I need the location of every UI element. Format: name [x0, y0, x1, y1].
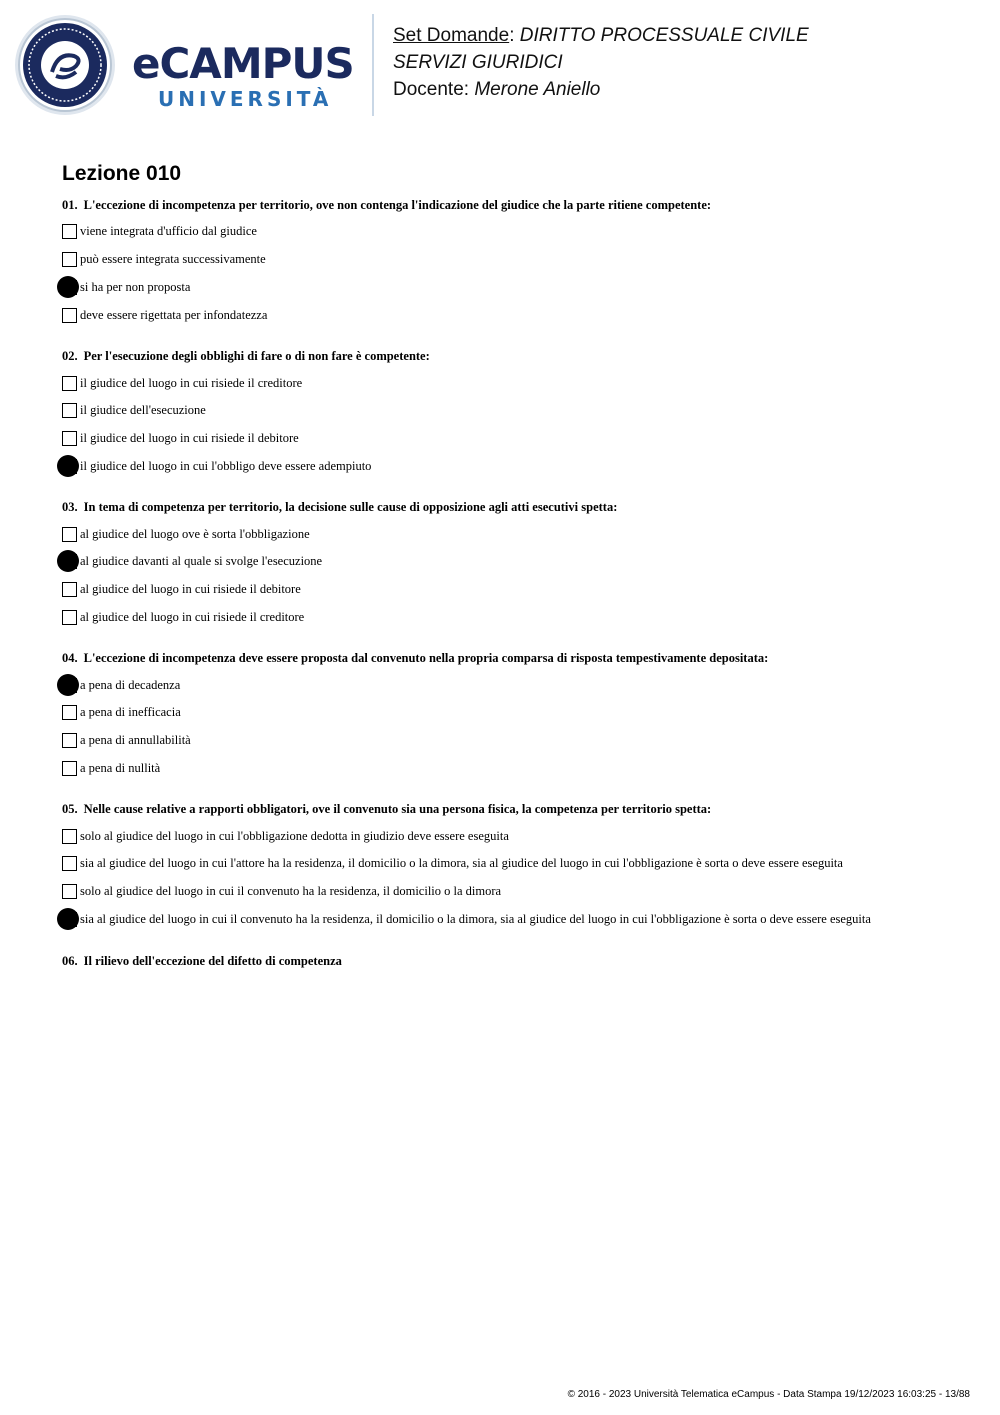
question-number: 05.: [62, 802, 78, 816]
checkbox-icon[interactable]: [62, 705, 77, 720]
checkbox-icon[interactable]: [62, 884, 77, 899]
option-text: al giudice del luogo in cui risiede il debitore: [80, 582, 301, 596]
question-06: [62, 954, 342, 969]
page-header: [0, 0, 1000, 130]
question-05: [62, 802, 711, 817]
question-02: [62, 349, 430, 364]
logo-subtext: UNIVERSITÀ: [158, 87, 333, 111]
selected-answer-dot-icon: [57, 674, 79, 696]
checkbox-icon[interactable]: [62, 829, 77, 844]
page-footer: © 2016 - 2023 Università Telematica eCampus - Data Stampa 19/12/2023 16:03:25 - 13/88: [567, 1389, 970, 1400]
checkbox-icon[interactable]: [62, 376, 77, 391]
selected-answer-dot-icon: [57, 455, 79, 477]
selected-answer-dot-icon: [57, 550, 79, 572]
teacher-name: Merone Aniello: [474, 79, 601, 100]
question-text: L'eccezione di incompetenza deve essere proposta dal convenuto nella propria comparsa di risposta tempestivamente depositata:: [83, 651, 769, 665]
checkbox-icon[interactable]: [62, 224, 77, 239]
option-text: il giudice del luogo in cui risiede il debitore: [80, 431, 299, 445]
selected-answer-dot-icon: [57, 908, 79, 930]
option-text: a pena di nullità: [80, 761, 161, 775]
question-number: 06.: [62, 954, 78, 968]
question-text: Nelle cause relative a rapporti obbligatori, ove il convenuto sia una persona fisica, la competenza per territorio spetta:: [83, 802, 712, 816]
teacher-label: Docente:: [393, 79, 475, 100]
option-text: a pena di annullabilità: [80, 733, 191, 747]
option-text: si ha per non proposta: [80, 280, 191, 294]
university-seal-icon: [14, 14, 116, 116]
teacher-line: [393, 76, 809, 103]
program-line: [393, 49, 809, 76]
checkbox-icon[interactable]: [62, 252, 77, 267]
option-text: al giudice del luogo ove è sorta l'obbligazione: [80, 527, 310, 541]
option-text: il giudice del luogo in cui risiede il creditore: [80, 376, 303, 390]
option-text: sia al giudice del luogo in cui il convenuto ha la residenza, il domicilio o la dimora, sia al giudice del luogo in cui l'obbligazione è sorta o deve essere eseguita: [80, 912, 871, 926]
checkbox-icon[interactable]: [62, 308, 77, 323]
selected-answer-dot-icon: [57, 276, 79, 298]
question-text: Il rilievo dell'eccezione del difetto di competenza: [83, 954, 342, 968]
option-text: al giudice davanti al quale si svolge l'esecuzione: [80, 554, 323, 568]
question-04: [62, 651, 768, 666]
checkbox-icon[interactable]: [62, 527, 77, 542]
logo-wordmark: eCAMPUS: [132, 39, 354, 88]
option-text: solo al giudice del luogo in cui il convenuto ha la residenza, il domicilio o la dimora: [80, 884, 502, 898]
checkbox-icon[interactable]: [62, 403, 77, 418]
option-text: può essere integrata successivamente: [80, 252, 266, 266]
option-text: deve essere rigettata per infondatezza: [80, 308, 268, 322]
set-label: Set Domande: [393, 25, 510, 46]
course-name: DIRITTO PROCESSUALE CIVILE: [519, 25, 809, 46]
header-divider: [372, 14, 374, 116]
question-number: 01.: [62, 198, 78, 212]
set-info: [393, 22, 809, 103]
option-text: al giudice del luogo in cui risiede il creditore: [80, 610, 305, 624]
question-text: L'eccezione di incompetenza per territorio, ove non contenga l'indicazione del giudice che la parte ritiene competente:: [83, 198, 712, 212]
checkbox-icon[interactable]: [62, 610, 77, 625]
checkbox-icon[interactable]: [62, 431, 77, 446]
option-text: solo al giudice del luogo in cui l'obbligazione dedotta in giudizio deve essere eseguita: [80, 829, 509, 843]
checkbox-icon[interactable]: [62, 856, 77, 871]
option-text: a pena di decadenza: [80, 678, 181, 692]
question-number: 02.: [62, 349, 78, 363]
option-text: il giudice del luogo in cui l'obbligo deve essere adempiuto: [80, 459, 372, 473]
question-number: 03.: [62, 500, 78, 514]
question-text: Per l'esecuzione degli obblighi di fare o di non fare è competente:: [83, 349, 430, 363]
option-text: sia al giudice del luogo in cui l'attore ha la residenza, il domicilio o la dimora, sia al giudice del luogo in cui l'obbligazione è sorta o deve essere eseguita: [80, 856, 843, 870]
option-text: a pena di inefficacia: [80, 705, 181, 719]
program-name: SERVIZI GIURIDICI: [393, 52, 563, 73]
set-course-line: Set Domande: DIRITTO PROCESSUALE CIVILE: [393, 25, 809, 46]
checkbox-icon[interactable]: [62, 761, 77, 776]
option-text: il giudice dell'esecuzione: [80, 403, 206, 417]
question-number: 04.: [62, 651, 78, 665]
lesson-title: Lezione 010: [62, 162, 182, 185]
option-text: viene integrata d'ufficio dal giudice: [80, 224, 257, 238]
checkbox-icon[interactable]: [62, 733, 77, 748]
checkbox-icon[interactable]: [62, 582, 77, 597]
question-text: In tema di competenza per territorio, la decisione sulle cause di opposizione agli atti esecutivi spetta:: [83, 500, 618, 514]
question-03: [62, 500, 617, 515]
question-01: [62, 198, 711, 213]
